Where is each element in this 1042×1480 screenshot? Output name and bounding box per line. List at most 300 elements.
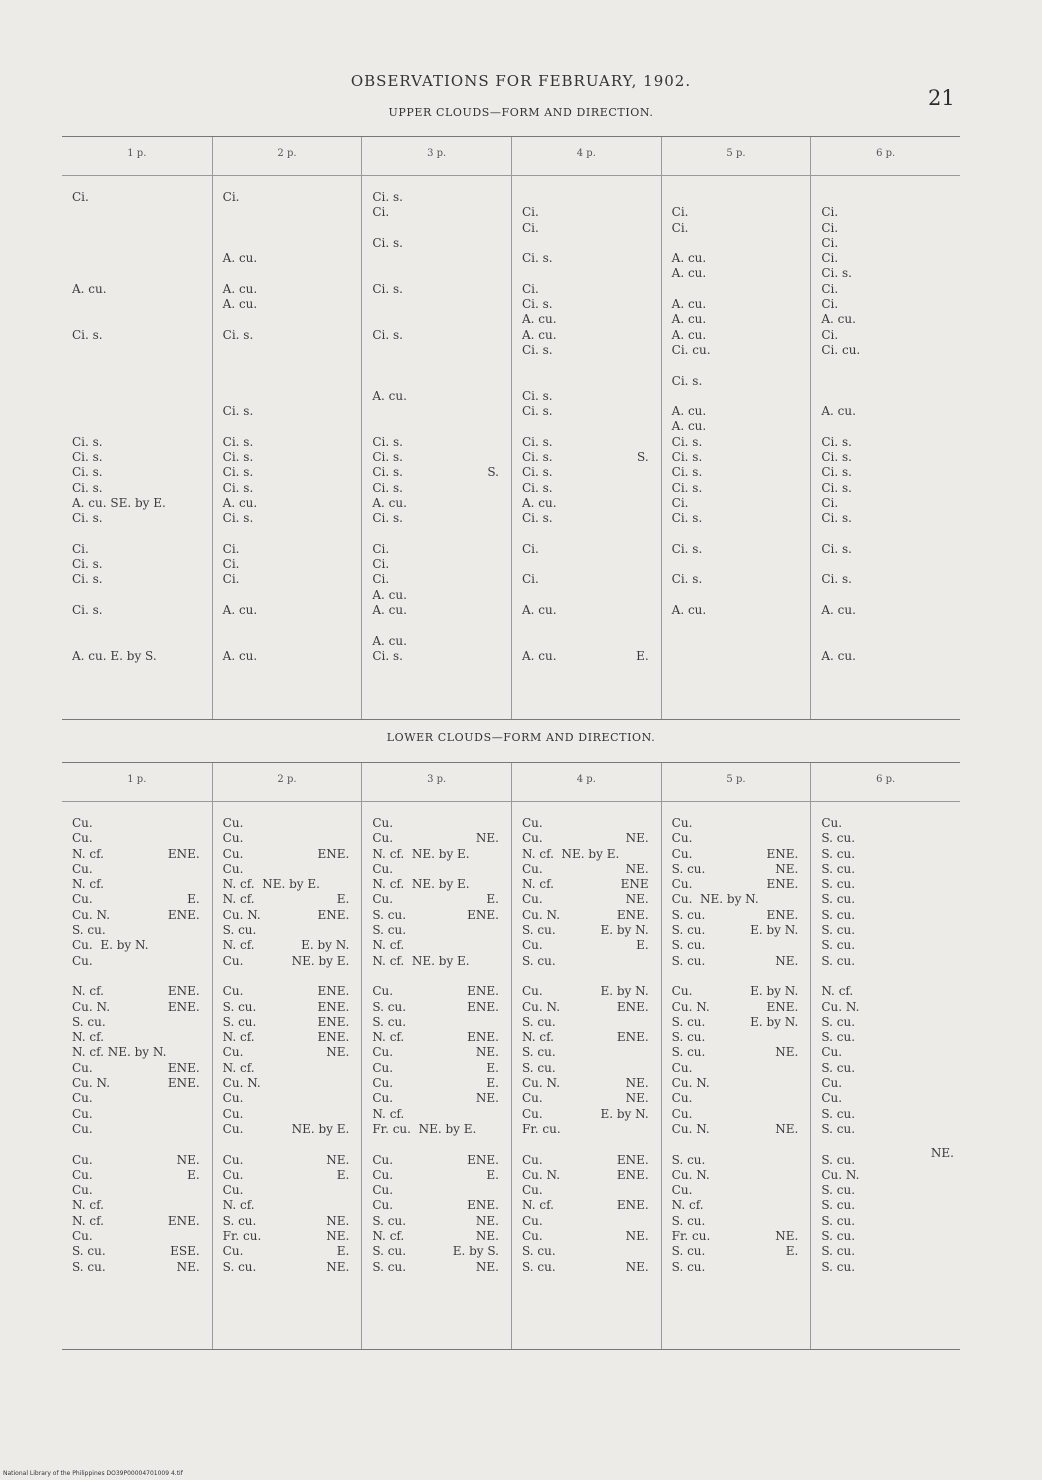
cloud-form: S. cu. [372, 1213, 407, 1228]
cloud-direction: ENE. [317, 1030, 350, 1045]
cloud-form: S. cu. [821, 861, 856, 876]
cloud-entry [372, 1214, 503, 1229]
cloud-entry [821, 557, 952, 572]
cloud-entry [72, 634, 204, 649]
cloud-form: Cu. [372, 1167, 394, 1182]
cloud-form: A. cu. [821, 648, 856, 663]
cloud-entry [522, 603, 653, 618]
cloud-entry [72, 1153, 204, 1168]
cloud-direction: ENE. [467, 1198, 499, 1213]
lower-column [661, 763, 811, 1349]
cloud-entry [522, 282, 653, 297]
cloud-direction: ENE. [167, 984, 200, 999]
cloud-form: A. cu. [372, 495, 407, 510]
cloud-form: A. cu. [522, 603, 557, 618]
cloud-form: Fr. cu. [522, 1121, 561, 1136]
cloud-entry [821, 1091, 952, 1106]
cloud-form: Cu. [222, 1152, 244, 1167]
cloud-direction: S. [637, 450, 649, 465]
cloud-form: Cu. N. [72, 907, 111, 922]
cloud-form: S. cu. [222, 1213, 257, 1228]
cloud-direction: ESE. [170, 1244, 200, 1259]
cloud-form: Ci. [72, 190, 89, 204]
cloud-form: S. cu. [372, 999, 407, 1014]
cloud-entry [372, 404, 503, 419]
cloud-entry [223, 221, 354, 236]
lower-clouds-title: LOWER CLOUDS—FORM AND DIRECTION. [386, 731, 656, 744]
cloud-form: Cu. [671, 831, 693, 846]
cloud-entry [372, 221, 503, 236]
cloud-form: S. cu. [671, 953, 706, 968]
cloud-form: S. cu. [821, 1244, 856, 1259]
cloud-form: S. cu. [372, 1014, 407, 1029]
cloud-entry [522, 1168, 653, 1183]
cloud-entry [223, 312, 354, 327]
cloud-entry [223, 1137, 354, 1152]
cloud-direction: ENE. [317, 984, 350, 999]
cloud-form: Ci. s. [222, 450, 254, 465]
cloud-entry [522, 1015, 653, 1030]
cloud-direction: ENE. [167, 846, 200, 861]
cloud-entry [672, 328, 803, 343]
cloud-form: N. cf. NE. by E. [372, 877, 470, 892]
cloud-form: S. cu. [821, 1183, 856, 1198]
cloud-entry [72, 847, 204, 862]
cloud-entry [821, 862, 952, 877]
cloud-form: A. cu. [671, 419, 707, 434]
cloud-entry [821, 236, 952, 251]
cloud-form: Cu. [222, 1091, 244, 1106]
cloud-entry [223, 297, 354, 312]
cloud-form: Ci. s. [671, 450, 703, 465]
cloud-form: S. cu. [222, 999, 257, 1014]
cloud-form: Ci. s. [821, 266, 852, 281]
cloud-entry [522, 374, 653, 389]
cloud-form: Cu. [671, 846, 693, 861]
column-header: 5 p. [662, 137, 811, 176]
cloud-form: Cu. [372, 892, 394, 907]
cloud-entry [672, 419, 803, 434]
cloud-entry [522, 877, 653, 892]
cloud-form: S. cu. [372, 1259, 407, 1274]
cloud-form: Ci. s. [522, 465, 553, 480]
cloud-entry [223, 588, 354, 603]
cloud-entry [821, 511, 952, 526]
cloud-direction: E. by S. [452, 1244, 499, 1259]
cloud-form: Cu. [222, 984, 244, 999]
cloud-direction: NE. [475, 1045, 499, 1060]
cloud-entry [672, 374, 803, 389]
cloud-entry [372, 282, 503, 297]
upper-column [62, 137, 212, 719]
lower-clouds-table [62, 762, 960, 1350]
cloud-form: N. cf. [72, 1030, 104, 1045]
cloud-entry [522, 1198, 653, 1213]
cloud-entry [72, 603, 204, 618]
cloud-entry [522, 1214, 653, 1229]
cloud-form: S. cu. [372, 1244, 407, 1259]
cloud-entry [672, 877, 803, 892]
cloud-direction: NE. [326, 1213, 350, 1228]
cloud-entry [372, 312, 503, 327]
cloud-form: N. cf. [372, 1106, 405, 1121]
cloud-form: Cu. N. [671, 999, 710, 1014]
cloud-form: Ci. s. [372, 450, 403, 465]
cloud-entry [223, 1122, 354, 1137]
cloud-entry [821, 221, 952, 236]
cloud-direction: E. [336, 892, 350, 907]
cloud-entry [522, 496, 653, 511]
cloud-entry [821, 816, 952, 831]
cloud-entry [372, 847, 503, 862]
cloud-form: Cu. N. [522, 907, 561, 922]
cloud-form: N. cf. NE. by E. [372, 953, 470, 968]
cloud-entry [821, 1229, 952, 1244]
cloud-entry [223, 527, 354, 542]
cloud-form: S. cu. [821, 892, 856, 907]
cloud-form: S. cu. [671, 861, 706, 876]
cloud-entry [372, 923, 503, 938]
cloud-form: A. cu. [522, 327, 557, 342]
cloud-entry [372, 190, 503, 205]
cloud-form: Cu. N. [522, 1167, 561, 1182]
cloud-entry [223, 251, 354, 266]
cloud-direction: ENE. [317, 846, 350, 861]
cloud-form: Cu. N. [222, 1076, 261, 1091]
cloud-entry [672, 312, 803, 327]
cloud-entry [372, 542, 503, 557]
cloud-entry [821, 1244, 952, 1259]
cloud-form: S. cu. [671, 1244, 706, 1259]
cloud-entry [223, 450, 354, 465]
cloud-form: Cu. [72, 1152, 93, 1167]
cloud-form: Cu. [72, 1183, 93, 1198]
upper-column [361, 137, 511, 719]
cloud-entry [821, 588, 952, 603]
cloud-entry [372, 236, 503, 251]
cloud-entry [372, 1122, 503, 1137]
cloud-entry [672, 527, 803, 542]
page-title: OBSERVATIONS FOR FEBRUARY, 1902. [350, 72, 692, 90]
cloud-form: S. cu. [821, 907, 856, 922]
cloud-entry [223, 404, 354, 419]
cloud-form: Cu. [671, 1060, 693, 1075]
cloud-form: Cu. [222, 1045, 244, 1060]
cloud-entry [672, 969, 803, 984]
cloud-entry [672, 572, 803, 587]
cloud-form: S. cu. [671, 1213, 706, 1228]
cloud-direction: NE. [176, 1259, 200, 1274]
cloud-entry [372, 954, 503, 969]
cloud-form: Ci. s. [821, 511, 852, 526]
cloud-form: N. cf. [222, 1030, 255, 1045]
cloud-entry [522, 1076, 653, 1091]
cloud-entry [72, 404, 204, 419]
cloud-form: Cu. [372, 1091, 394, 1106]
cloud-form: A. cu. [522, 495, 557, 510]
cloud-form: Cu. [522, 1183, 543, 1198]
cloud-form: S. cu. [72, 923, 106, 938]
cloud-form: Ci. s. [522, 297, 553, 312]
cloud-form: Ci. s. [671, 541, 703, 556]
cloud-form: S. cu. [821, 1152, 856, 1167]
cloud-entry [223, 954, 354, 969]
cloud-direction: E. by N. [750, 923, 799, 938]
cloud-direction: E. [785, 1244, 799, 1259]
cloud-direction: ENE. [616, 907, 649, 922]
column-header: 2 p. [213, 763, 362, 802]
cloud-entry [372, 1244, 503, 1259]
cloud-entry [821, 465, 952, 480]
cloud-form: N. cf. [222, 1198, 255, 1213]
cloud-form: Ci. s. [821, 572, 852, 587]
cloud-direction: ENE. [167, 999, 200, 1014]
cloud-entry [672, 847, 803, 862]
cloud-entry [372, 1198, 503, 1213]
cloud-form: Cu. N. [522, 999, 561, 1014]
cloud-entry [72, 1168, 204, 1183]
cloud-direction: E. [636, 938, 649, 953]
cloud-entry [223, 1061, 354, 1076]
cloud-form: S. cu. [821, 953, 856, 968]
cloud-direction: E. by N. [600, 984, 649, 999]
column-body [213, 176, 362, 668]
cloud-entry [72, 1030, 204, 1045]
upper-clouds-table [62, 136, 960, 720]
cloud-form: Cu. [222, 1244, 244, 1259]
cloud-form: Ci. [222, 572, 240, 587]
cloud-form: N. cf. [222, 938, 255, 953]
cloud-entry [72, 205, 204, 220]
cloud-form: Ci. [522, 205, 539, 220]
cloud-form: A. cu. [821, 603, 856, 618]
cloud-entry [223, 1198, 354, 1213]
cloud-form: Ci. s. [72, 480, 103, 495]
cloud-entry [72, 374, 204, 389]
cloud-form: A. cu. [522, 648, 557, 663]
cloud-form: S. cu. [522, 1244, 556, 1259]
cloud-form: N. cf. NE. by E. [522, 846, 620, 861]
cloud-form: Ci. [522, 572, 539, 587]
cloud-entry [672, 1091, 803, 1106]
cloud-form: N. cf. NE. by E. [222, 877, 320, 892]
cloud-entry [672, 1214, 803, 1229]
cloud-form: S. cu. [671, 938, 706, 953]
cloud-form: Cu. [372, 816, 394, 830]
cloud-entry [672, 190, 803, 205]
cloud-entry [522, 511, 653, 526]
cloud-form: Cu. [222, 1167, 244, 1182]
cloud-entry [672, 297, 803, 312]
cloud-entry [821, 1107, 952, 1122]
cloud-direction: ENE. [317, 999, 350, 1014]
cloud-entry [821, 831, 952, 846]
cloud-entry [821, 404, 952, 419]
cloud-form: Cu. [522, 861, 543, 876]
cloud-entry [522, 419, 653, 434]
cloud-direction: ENE. [616, 1030, 649, 1045]
cloud-entry [223, 1045, 354, 1060]
column-body [512, 802, 661, 1279]
cloud-form: Ci. s. [522, 388, 553, 403]
cloud-entry [522, 572, 653, 587]
cloud-entry [223, 389, 354, 404]
cloud-entry [372, 205, 503, 220]
cloud-form: A. cu. SE. by E. [72, 495, 166, 510]
cloud-entry [522, 221, 653, 236]
cloud-form: Cu. [72, 816, 93, 830]
cloud-entry [223, 343, 354, 358]
cloud-entry [223, 938, 354, 953]
cloud-form: Cu. [72, 831, 93, 846]
cloud-form: A. cu. [222, 297, 258, 312]
cloud-direction: NE. [625, 892, 649, 907]
cloud-entry [72, 892, 204, 907]
cloud-entry [672, 465, 803, 480]
cloud-entry [72, 190, 204, 205]
cloud-direction: ENE. [766, 877, 799, 892]
cloud-form: S. cu. [522, 953, 556, 968]
cloud-entry [372, 831, 503, 846]
cloud-direction: E. [486, 1167, 499, 1182]
cloud-form: Cu. [671, 1091, 693, 1106]
cloud-entry [821, 527, 952, 542]
cloud-direction: E. [486, 892, 499, 907]
cloud-entry [522, 1137, 653, 1152]
cloud-direction: NE. [326, 1259, 350, 1274]
cloud-entry [72, 266, 204, 281]
cloud-form: Cu. [372, 831, 394, 846]
cloud-entry [72, 1137, 204, 1152]
cloud-entry [522, 816, 653, 831]
cloud-form: Ci. s. [671, 465, 703, 480]
cloud-entry [672, 236, 803, 251]
column-body [213, 802, 362, 1279]
cloud-direction: NE. [775, 1045, 799, 1060]
cloud-form: A. cu. [522, 312, 557, 327]
cloud-entry [821, 1061, 952, 1076]
cloud-direction: E. by N. [750, 984, 799, 999]
cloud-entry [672, 923, 803, 938]
cloud-entry [672, 831, 803, 846]
cloud-form: Cu. [522, 1213, 543, 1228]
cloud-direction: ENE. [766, 907, 799, 922]
cloud-entry [223, 358, 354, 373]
cloud-form: N. cf. [522, 877, 554, 892]
cloud-entry [821, 954, 952, 969]
cloud-entry [672, 816, 803, 831]
cloud-entry [821, 542, 952, 557]
cloud-form: Cu. [372, 1076, 394, 1091]
cloud-entry [72, 1045, 204, 1060]
cloud-entry [223, 419, 354, 434]
cloud-form: Cu. [72, 1229, 93, 1244]
cloud-entry [223, 1168, 354, 1183]
cloud-entry [372, 969, 503, 984]
cloud-entry [672, 343, 803, 358]
cloud-entry [522, 236, 653, 251]
cloud-entry [821, 984, 952, 999]
cloud-form: Ci. [222, 541, 240, 556]
cloud-form: Ci. s. [671, 434, 703, 449]
cloud-entry [372, 572, 503, 587]
margin-direction-note: NE. [930, 1146, 954, 1160]
cloud-form: S. cu. [372, 923, 407, 938]
cloud-entry [372, 358, 503, 373]
cloud-entry [522, 450, 653, 465]
cloud-entry [522, 1061, 653, 1076]
cloud-entry [223, 572, 354, 587]
cloud-form: Cu. [72, 1121, 93, 1136]
cloud-form: Cu. [372, 1045, 394, 1060]
lower-column [212, 763, 362, 1349]
cloud-entry [522, 527, 653, 542]
cloud-form: Ci. s. [72, 450, 103, 465]
cloud-entry [72, 236, 204, 251]
cloud-direction: NE. [326, 1152, 350, 1167]
cloud-direction: ENE [620, 877, 649, 892]
cloud-entry [672, 1030, 803, 1045]
cloud-entry [372, 1091, 503, 1106]
cloud-entry [672, 251, 803, 266]
cloud-entry [372, 649, 503, 664]
cloud-form: S. cu. [222, 923, 257, 938]
cloud-form: N. cf. [72, 846, 104, 861]
cloud-entry [821, 282, 952, 297]
cloud-form: Cu. N. [72, 1076, 111, 1091]
cloud-form: Cu. [522, 938, 543, 953]
cloud-form: S. cu. [821, 846, 856, 861]
cloud-entry [672, 1168, 803, 1183]
cloud-entry [672, 266, 803, 281]
cloud-entry [372, 1000, 503, 1015]
cloud-entry [672, 984, 803, 999]
column-body [362, 176, 511, 668]
cloud-form: Ci. s. [522, 511, 553, 526]
cloud-form: S. cu. [821, 1060, 856, 1075]
cloud-form: Ci. s. [72, 511, 103, 526]
cloud-form: Ci. s. [821, 434, 852, 449]
cloud-form: Cu. N. [821, 1167, 860, 1182]
cloud-entry [672, 511, 803, 526]
cloud-form: S. cu. [522, 923, 556, 938]
cloud-form: Ci. s. [522, 404, 553, 419]
cloud-form: Fr. cu. [222, 1229, 262, 1244]
cloud-entry [72, 1122, 204, 1137]
column-header: 4 p. [512, 137, 661, 176]
cloud-entry [522, 1122, 653, 1137]
cloud-entry [223, 266, 354, 281]
cloud-entry [821, 847, 952, 862]
cloud-entry [821, 572, 952, 587]
cloud-entry [821, 374, 952, 389]
cloud-entry [522, 1030, 653, 1045]
column-header: 6 p. [811, 763, 960, 802]
cloud-entry [372, 266, 503, 281]
cloud-form: N. cf. [72, 984, 104, 999]
cloud-entry [223, 1229, 354, 1244]
cloud-form: S. cu. [522, 1060, 556, 1075]
cloud-entry [672, 205, 803, 220]
cloud-form: Ci. [372, 572, 390, 587]
cloud-entry [672, 1061, 803, 1076]
cloud-entry [522, 1183, 653, 1198]
cloud-direction: NE. by E. [291, 953, 350, 968]
cloud-entry [821, 1198, 952, 1213]
cloud-form: S. cu. [821, 923, 856, 938]
cloud-direction: E. [336, 1244, 350, 1259]
cloud-entry [821, 481, 952, 496]
